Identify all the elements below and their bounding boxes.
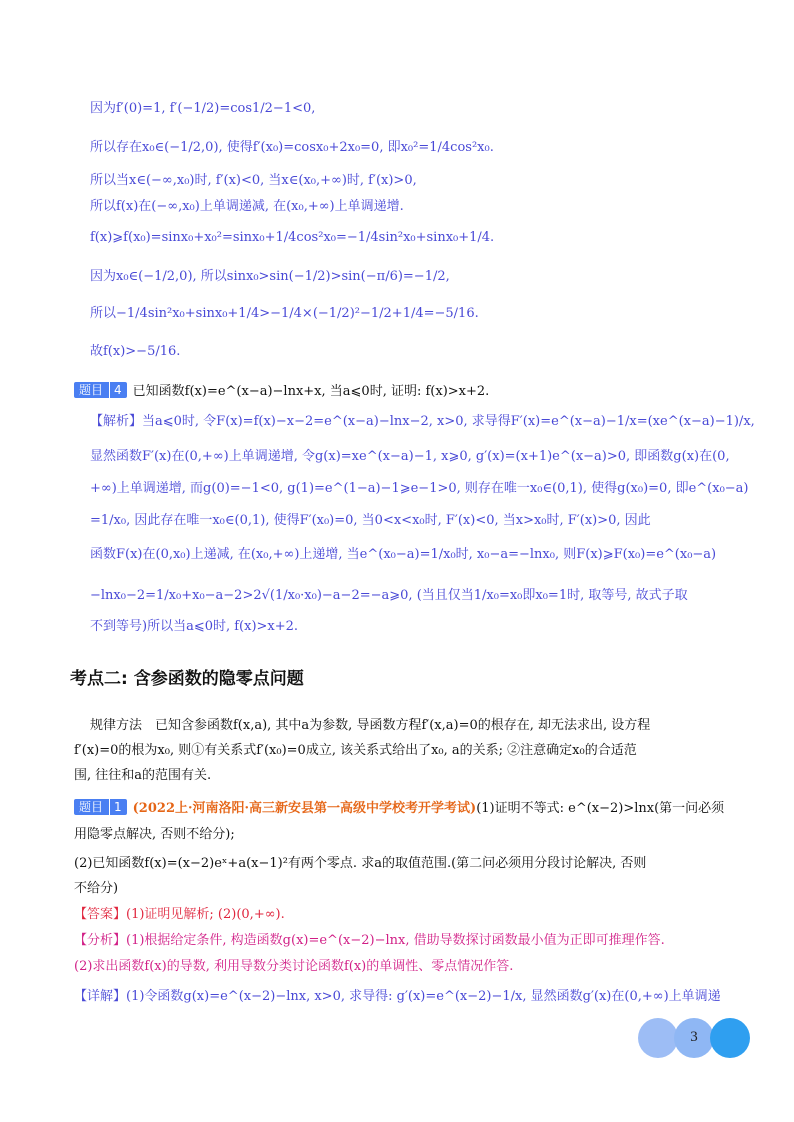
problem-source: (2022上·河南洛阳·高三新安县第一高级中学校考开学考试)	[132, 801, 477, 816]
problem-1-line-4: 不给分)	[74, 881, 119, 896]
analysis-line: −lnx₀−2=1/x₀+x₀−a−2>2√(1/x₀·x₀)−a−2=−a⩾0, (当且仅当1/x₀=x₀即x₀=1时, 取等号, 故式子取	[90, 588, 688, 603]
analysis-line: =1/x₀, 因此存在唯一x₀∈(0,1), 使得F′(x₀)=0, 当0<x<x₀时, F′(x)<0, 当x>x₀时, F′(x)>0, 因此	[90, 513, 651, 528]
solution-line: f(x)⩾f(x₀)=sinx₀+x₀²=sinx₀+1/4cos²x₀=−1/4sin²x₀+sinx₀+1/4.	[90, 230, 495, 245]
analysis-line: (2)求出函数f(x)的导数, 利用导数分类讨论函数f(x)的单调性、零点情况作答.	[74, 959, 514, 974]
problem-tag: 题目 4	[74, 382, 127, 398]
analysis-line: 函数F(x)在(0,x₀)上递减, 在(x₀,+∞)上递增, 当e^(x₀−a)=1/x₀时, x₀−a=−lnx₀, 则F(x)⩾F(x₀)=e^(x₀−a)	[90, 547, 717, 562]
solution-line: 所以f(x)在(−∞,x₀)上单调递减, 在(x₀,+∞)上单调递增.	[90, 199, 404, 214]
answer-line: 【答案】(1)证明见解析; (2)(0,+∞).	[74, 907, 285, 922]
analysis-line: +∞)上单调递增, 而g(0)=−1<0, g(1)=e^(1−a)−1⩾e−1>0, 则存在唯一x₀∈(0,1), 使得g(x₀)=0, 即e^(x₀−a)	[90, 481, 749, 496]
problem-4-text: 已知函数f(x)=e^(x−a)−lnx+x, 当a⩽0时, 证明: f(x)>x+2.	[132, 384, 490, 399]
method-line: 围, 往往和a的范围有关.	[74, 768, 212, 783]
solution-line: 所以存在x₀∈(−1/2,0), 使得f′(x₀)=cosx₀+2x₀=0, 即x₀²=1/4cos²x₀.	[90, 140, 494, 155]
problem-1-line-2: 用隐零点解决, 否则不给分);	[74, 827, 235, 842]
solution-line: 因为x₀∈(−1/2,0), 所以sinx₀>sin(−1/2)>sin(−π/6)=−1/2,	[90, 269, 450, 284]
method-line: 规律方法 已知含参函数f(x,a), 其中a为参数, 导函数方程f′(x,a)=0的根存在, 却无法求出, 设方程	[90, 718, 651, 733]
analysis-line: 不到等号)所以当a⩽0时, f(x)>x+2.	[90, 619, 299, 634]
method-line: f′(x)=0的根为x₀, 则①有关系式f′(x₀)=0成立, 该关系式给出了x₀, a的关系; ②注意确定x₀的合适范	[74, 743, 637, 758]
analysis-line: 显然函数F′(x)在(0,+∞)上单调递增, 令g(x)=xe^(x−a)−1, x⩾0, g′(x)=(x+1)e^(x−a)>0, 即函数g(x)在(0,	[90, 449, 730, 464]
analysis-line: 【分析】(1)根据给定条件, 构造函数g(x)=e^(x−2)−lnx, 借助导数探讨函数最小值为正即可推理作答.	[74, 933, 665, 948]
solution-line: 所以−1/4sin²x₀+sinx₀+1/4>−1/4×(−1/2)²−1/2+1/4=−5/16.	[90, 306, 479, 321]
solution-line: 所以当x∈(−∞,x₀)时, f′(x)<0, 当x∈(x₀,+∞)时, f′(x)>0,	[90, 173, 417, 188]
problem-tag: 题目 1	[74, 799, 127, 815]
detail-line: 【详解】(1)令函数g(x)=e^(x−2)−lnx, x>0, 求导得: g′(x)=e^(x−2)−1/x, 显然函数g′(x)在(0,+∞)上单调递	[74, 989, 721, 1004]
problem-1-line-3: (2)已知函数f(x)=(x−2)eˣ+a(x−1)²有两个零点. 求a的取值范围.(第二问必须用分段讨论解决, 否则	[74, 856, 647, 871]
analysis-line: 【解析】当a⩽0时, 令F(x)=f(x)−x−2=e^(x−a)−lnx−2, x>0, 求导得F′(x)=e^(x−a)−1/x=(xe^(x−a)−1)/x,	[90, 414, 755, 429]
badge-circle-left	[638, 1018, 678, 1058]
solution-line: 因为f′(0)=1, f′(−1/2)=cos1/2−1<0,	[90, 101, 316, 116]
problem-4	[74, 382, 489, 401]
problem-1	[74, 799, 724, 818]
section-heading: 考点二: 含参函数的隐零点问题	[70, 669, 304, 689]
page-number: 3	[690, 1029, 698, 1045]
problem-1-line-1: (1)证明不等式: e^(x−2)>lnx(第一问必须	[476, 801, 725, 816]
solution-line: 故f(x)>−5/16.	[90, 344, 181, 359]
badge-circle-right	[710, 1018, 750, 1058]
